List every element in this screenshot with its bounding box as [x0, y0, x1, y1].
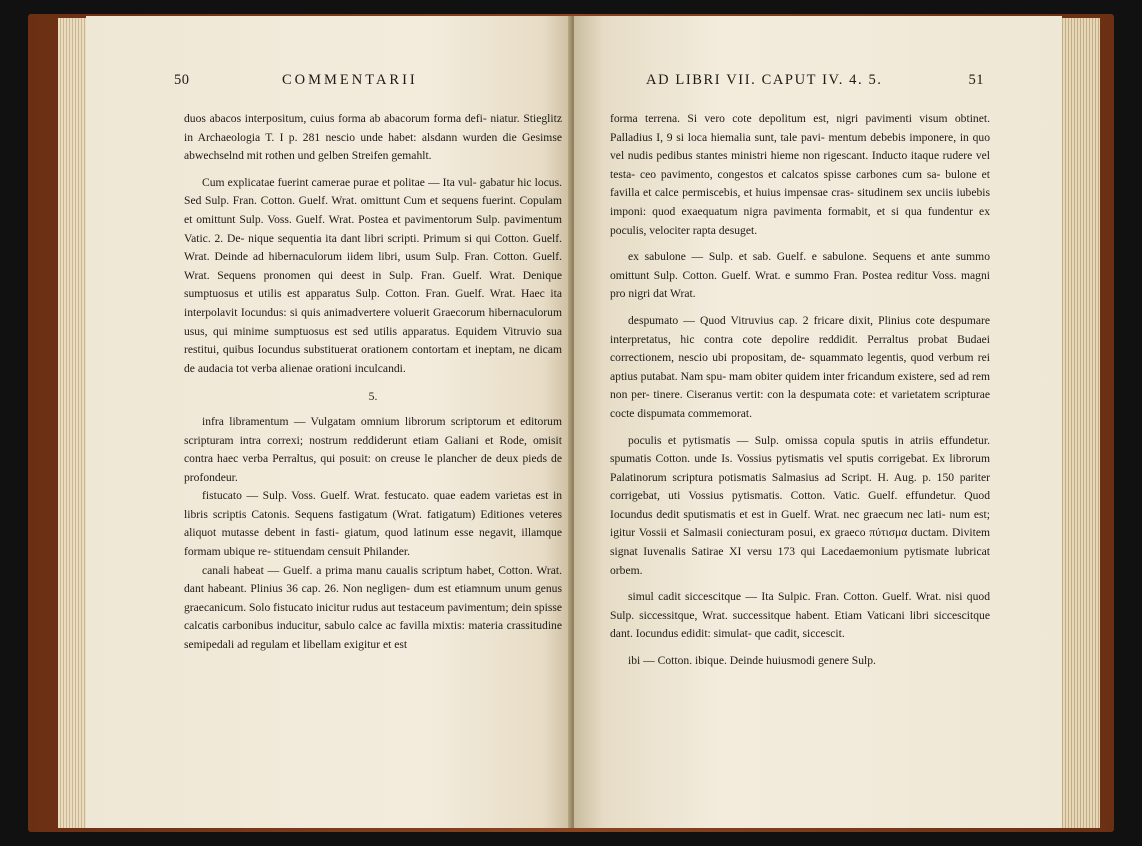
right-page-edges [1060, 18, 1100, 828]
left-running-head: COMMENTARII [282, 72, 418, 88]
paragraph: despumato — Quod Vitruvius cap. 2 fricare dixit, Plinius cote despumare interpretatus, hic contra cote depolire reddidit. Perraltus probat Budaei correctionem, nescio ubi propositam, de- squammato legentis, quod verbum rei aptius putabat. Nam spu- mam obiter quidem inter fricandum existere, sed ad rem non per- tinere. Ciseranus vertit: con la despumata cote: et varietatem scripturae cocte dispumata commemorat. [610, 313, 990, 420]
paragraph: canali habeat — Guelf. a prima manu caualis scriptum habet, Cotton. Wrat. dant habeant. Plinius 36 cap. 26. Non negligen- dum est etiamnum unum genus graecanicum. Solo fistucato inicitur rudus aut testaceum pavimentum; dein spisse calcatis carbonibus inducitur, sabulo calce ac favilla mixtis: materia crassitudine semipedali ad regulam et libellam exigitur et est [184, 563, 562, 652]
right-running-head: AD LIBRI VII. CAPUT IV. 4. 5. [646, 72, 883, 88]
paragraph: poculis et pytismatis — Sulp. omissa copula sputis in atriis effundetur. spumatis Cotton. unde Is. Vossius pytismatis vel sputis corrigebat. Ex librorum Palatinorum scriptura potismatis Salmasius ad Script. H. Aug. p. 150 pariter corrigebat, uti Vossius pytismatis. Cotton. Vatic. Guelf. effundetur. Quod Iocundus dedit sputismatis et est in Guelf. Wrat. nec graecum nec lati- num est; igitur Vossii et Salmasii coniecturam posui, ex graeco πύτισμα ductam. Divitem signat Iuvenalis Satirae XI versu 173 qui Lacedaemonium pytismate lubricat orbem. [610, 433, 990, 577]
right-page [574, 16, 1062, 828]
section-number: 5. [368, 390, 378, 404]
paragraph: infra libramentum — Vulgatam omnium librorum scriptorum et editorum scripturam intra correxi; nostrum reddiderunt etiam Galiani et Rode, omisit contra haec verba Perraltus, qui posuit: on creuse le plancher de deux pieds de profondeur. [184, 414, 562, 484]
left-page-body [184, 110, 562, 655]
paragraph: forma terrena. Si vero cote depolitum est, nigri pavimenti visum obtinet. Palladius I, 9 si loca hiemalia sunt, tale pavi- mentum debebis imponere, in quo vel nudis pedibus stantes ministri hieme non rigescant. Inducto itaque rudere vel testa- ceo pavimento, congestos et calcatos spisse carbones cum sa- bulone et favilla et calce permiscebis, et huius impensae cras- situdinem sex unciis iubebis imponi: quod exaequatum nigra pavimenta formabit, et si qua fundentur ex poculis, velociter rapta desuget. [610, 112, 990, 237]
left-page [86, 16, 572, 828]
paragraph: duos abacos interpositum, cuius forma ab abacorum forma defi- niatur. Stieglitz in Archaeologia T. I p. 281 nescio unde habet: alsdann wurden die Gesimse abwechselnd mit rothen und gelben Streifen gemahlt. [184, 112, 562, 163]
right-page-header [574, 72, 1062, 94]
paragraph: ibi — Cotton. ibique. Deinde huiusmodi genere Sulp. [628, 654, 876, 668]
left-page-header [86, 72, 572, 94]
paragraph: ex sabulone — Sulp. et sab. Guelf. e sabulone. Sequens et ante summo omittunt Sulp. Cotton. Guelf. Wrat. e summo Fran. Postea reditur Voss. magni pro nigri dat Wrat. [610, 250, 990, 301]
right-page-number: 51 [968, 72, 984, 88]
paragraph: simul cadit siccescitque — Ita Sulpic. Fran. Cotton. Guelf. Wrat. nisi quod Sulp. siccessitque, Wrat. successitque habent. Etiam Vaticani libri siccescitque dant. Iocundus edidit: simulat- que cadit, siccescit. [610, 590, 990, 641]
paragraph: Cum explicatae fuerint camerae purae et politae — Ita vul- gabatur hic locus. Sed Sulp. Fran. Cotton. Guelf. Wrat. omittunt Cum et sequens fuerint. Copulam et omittunt Sulp. Voss. Guelf. Wrat. Postea et pavimentorum Sulp. pavimentum Vatic. 2. De- nique sequentia ita dant libri scripti. Primum si qui Cotton. Guelf. Wrat. Deinde ad hibernaculorum iidem libri, usum Sulp. Fran. Cotton. Guelf. Wrat. Sequens pronomen qui deest in Sulp. Fran. Guelf. Wrat. Denique sumptuosus et utilis est apparatus Sulp. Cotton. Fran. Guelf. Wrat. Haec ita interpolavit Iocundus: si quis animadvertere voluerit Graecorum hibernaculorum usus, qui minime sumptuosus est sed utilis apparatus. Equidem Vitruvio sua restitui, quibus Iocundus substituerat orationem contortam et ineptam, ne dicam de audacia tot verba alienae orationi inculcandi. [184, 175, 562, 375]
right-page-body [610, 110, 990, 671]
left-page-number: 50 [174, 72, 190, 88]
paragraph: fistucato — Sulp. Voss. Guelf. Wrat. festucato. quae eadem varietas est in libris scriptis Catonis. Sequens fastigatum (Wrat. fatigatum) Editiones veteres aliquot mutasse debent in fasti- giatum, quod latinum esse negavit, illamque formam ubique re- stituendam censuit Philander. [184, 489, 562, 559]
